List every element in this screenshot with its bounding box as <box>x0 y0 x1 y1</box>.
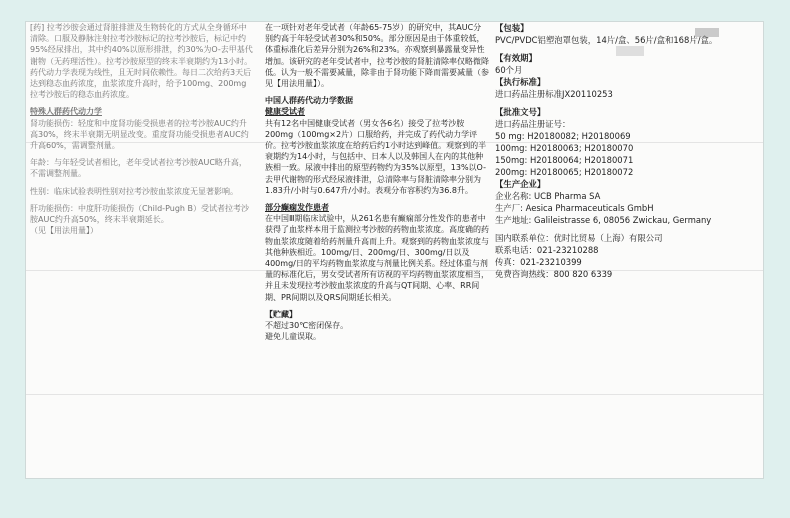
left-paragraph-4: 性别：临床试验表明性别对拉考沙胺血浆浓度无显著影响。 <box>30 186 238 196</box>
packaging-text: PVC/PVDC铝塑泡罩包装，14片/盒、56片/盒和168片/盒。 <box>495 35 718 45</box>
hotline: 免费咨询热线：800 820 6339 <box>495 269 613 279</box>
approval-line: 100mg: H20180063; H20180070 <box>495 143 634 153</box>
right-column <box>495 22 757 280</box>
scan-smudge <box>616 46 644 56</box>
left-paragraph-1: [药] 拉考沙胺会通过肾脏排泄及生物转化的方式从全身循环中清除。口服及静脉注射拉考沙胺标记的拉考沙胺后，标记中约95%经尿排出，其中约40%以原形排泄，约30%为O-去甲基代谢物（无药理活性）。拉考沙胺原型的终末半衰期约为13小时。药代动力学表现为线性，且无时间依赖性。每日二次给药3天后达到稳态血药浓度，血浆浓度升高时，给予100mg、200mg拉考沙胺后的稳态血药浓度。 <box>30 23 253 100</box>
company-name: 企业名称: UCB Pharma SA <box>495 191 601 201</box>
approval-title: 【批准文号】 <box>495 107 546 117</box>
mid-heading-partial-seizure: 部分癫痫发作患者 <box>265 203 329 213</box>
producer: 生产厂: Aesica Pharmaceuticals GmbH <box>495 203 654 213</box>
middle-column <box>265 22 489 342</box>
mid-paragraph-2: 共有12名中国健康受试者（男女各6名）接受了拉考沙胺200mg（100mg×2片）口服给药，并完成了药代动力学评价。拉考沙胺血浆浓度在给药后约1小时达到峰值。观察到的半衰期约为14小时，与包括中、日本人以及韩国人在内的其他种族相一致。尿液中排出的原型药物约为35%以原型，13%以O-去甲代谢物的形式经尿液排泄，总清除率与肾脏清除率分别为1.83升/小时与0.647升/小时。表观分布容积约为36.8升。 <box>265 118 487 195</box>
storage-text-1: 不超过30℃密闭保存。 <box>265 321 349 331</box>
approval-line: 150mg: H20180064; H20180071 <box>495 155 634 165</box>
standard-text: 进口药品注册标准JX20110253 <box>495 89 613 99</box>
mid-heading-chinese-pk: 中国人群药代动力学数据 <box>265 96 353 106</box>
left-paragraph-3: 年龄：与年轻受试者相比，老年受试者拉考沙胺AUC略升高，不需调整剂量。 <box>30 158 247 179</box>
left-paragraph-6: （见【用法用量】） <box>30 226 98 236</box>
storage-title: 【贮藏】 <box>265 309 297 319</box>
scan-line <box>26 142 763 143</box>
mid-heading-healthy-subjects: 健康受试者 <box>265 107 305 117</box>
packaging-title: 【包装】 <box>495 23 529 33</box>
scan-line <box>26 394 763 395</box>
left-column <box>30 22 254 236</box>
phone: 联系电话：021-23210288 <box>495 245 599 255</box>
approval-line: 50 mg: H20180082; H20180069 <box>495 131 631 141</box>
fax: 传真：021-23210399 <box>495 257 582 267</box>
validity-title: 【有效期】 <box>495 53 537 63</box>
validity-text: 60个月 <box>495 65 523 75</box>
manufacturer-title: 【生产企业】 <box>495 179 546 189</box>
leaflet-page <box>26 22 763 478</box>
approval-line: 200mg: H20180065; H20180072 <box>495 167 634 177</box>
scan-line <box>26 270 763 271</box>
left-paragraph-5: 肝功能损伤：中度肝功能损伤（Child-Pugh B）受试者拉考沙胺AUC约升高50%，终末半衰期延长。 <box>30 203 249 225</box>
mid-paragraph-1: 在一项针对老年受试者（年龄65-75岁）的研究中，其AUC分别约高于年轻受试者30%和50%。部分原因是由于体重较低，体重标准化后差异分别为26%和23%。亦观察到暴露量变异性增加。该研究的老年受试者中，拉考沙胺的肾脏清除率仅略微降低。认为一般不需要减量，除非由于肾功能下降而需要减量（参见【用法用量】）。 <box>265 23 489 89</box>
storage-text-2: 避免儿童误取。 <box>265 332 321 342</box>
standard-title: 【执行标准】 <box>495 77 546 87</box>
left-heading-special-populations: 特殊人群药代动力学 <box>30 107 102 117</box>
scan-smudge <box>695 28 719 37</box>
approval-intro: 进口药品注册证号： <box>495 119 571 129</box>
contact-company: 国内联系单位：优时比贸易（上海）有限公司 <box>495 233 663 243</box>
address: 生产地址: Galileistrasse 6, 08056 Zwickau, Germany <box>495 215 712 225</box>
left-paragraph-2: 肾功能损伤：轻度和中度肾功能受损患者的拉考沙胺AUC约升高30%，终末半衰期无明显改变。重度肾功能受损患者AUC约升高60%，需调整剂量。 <box>30 118 249 151</box>
mid-paragraph-3: 在中国Ⅲ期临床试验中，从261名患有癫痫部分性发作的患者中获得了血浆样本用于监测拉考沙胺的药物血浆浓度。高度确的药物血浆浓度随着给药剂量升高而上升。观察到的药物血浆浓度与其他种族相近。100mg/日、200mg/日、300mg/日以及400mg/日的平均药物血浆浓度与剂量比例关系。经过体重与剂量的标准化后，男女受试者所有访视的平均药物血浆浓度相当，并且未发现拉考沙胺血浆浓度的升高与QT间期、心率、RR间期、PR间期以及QRS间期延长相关。 <box>265 214 489 302</box>
